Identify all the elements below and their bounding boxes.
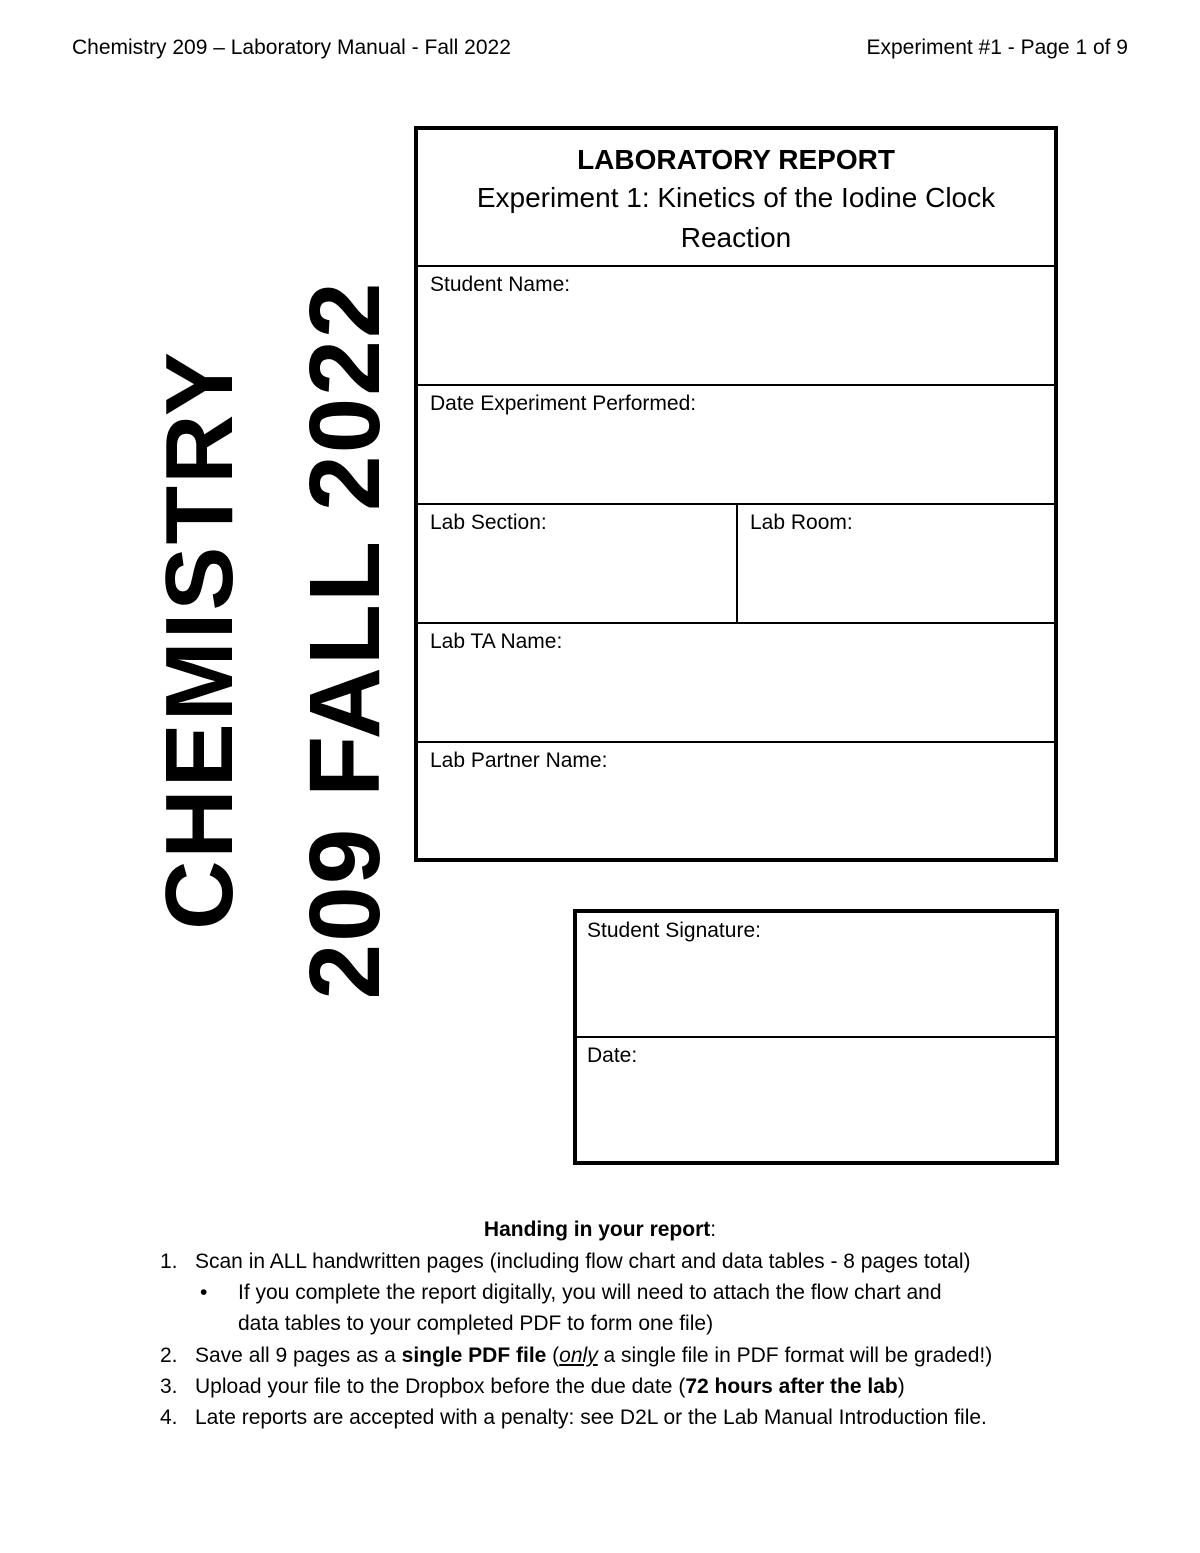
sub-bullet-line-2: data tables to your completed PDF to form one file) xyxy=(238,1312,714,1335)
lab-section-field[interactable] xyxy=(418,505,738,622)
handin-title xyxy=(0,1214,1200,1246)
student-signature-label: Student Signature: xyxy=(587,919,761,942)
text-run: Save all 9 pages as a xyxy=(195,1344,402,1367)
bold-text: 72 hours after the lab xyxy=(685,1375,898,1398)
bold-text: single PDF file xyxy=(401,1344,547,1367)
list-item-text: Scan in ALL handwritten pages (including flow chart and data tables - 8 pages total) xyxy=(195,1250,971,1273)
list-item-text xyxy=(195,1340,992,1371)
text-run: ) xyxy=(897,1375,905,1398)
text-run: a single file in PDF format will be graded!) xyxy=(597,1344,993,1367)
bullet-icon: • xyxy=(200,1281,208,1304)
form-subtitle: Experiment 1: Kinetics of the Iodine Clock Reaction xyxy=(476,182,996,253)
lab-room-field[interactable] xyxy=(738,505,1054,622)
vertical-title-line-1: CHEMISTRY xyxy=(146,350,253,930)
emphasis-text: only xyxy=(559,1344,598,1367)
student-name-label: Student Name: xyxy=(430,273,571,296)
sub-bullet-line-1: If you complete the report digitally, you will need to attach the flow chart and xyxy=(238,1281,942,1304)
lab-room-label: Lab Room: xyxy=(750,511,853,534)
section-room-row xyxy=(418,505,1054,624)
list-item-text: Late reports are accepted with a penalty: see D2L or the Lab Manual Introduction file. xyxy=(195,1406,987,1429)
signature-date-field[interactable] xyxy=(577,1038,1055,1161)
lab-report-form xyxy=(414,126,1058,862)
form-header xyxy=(418,130,1054,267)
list-item-number: 4. xyxy=(160,1406,178,1429)
signature-date-label: Date: xyxy=(587,1044,638,1067)
student-name-field[interactable] xyxy=(418,267,1054,386)
list-item-number: 1. xyxy=(160,1250,178,1273)
lab-partner-field[interactable] xyxy=(418,743,1054,861)
page-header-right: Experiment #1 - Page 1 of 9 xyxy=(866,36,1128,59)
form-title: LABORATORY REPORT xyxy=(577,144,895,175)
lab-section-label: Lab Section: xyxy=(430,511,547,534)
list-item-number: 3. xyxy=(160,1375,178,1398)
text-run: Upload your file to the Dropbox before the due date ( xyxy=(195,1375,686,1398)
date-performed-label: Date Experiment Performed: xyxy=(430,392,697,415)
list-item-number: 2. xyxy=(160,1344,178,1367)
page-header-left: Chemistry 209 – Laboratory Manual - Fall 2022 xyxy=(72,36,511,59)
handin-title-text: Handing in your report xyxy=(483,1218,711,1241)
lab-partner-label: Lab Partner Name: xyxy=(430,749,608,772)
lab-ta-field[interactable] xyxy=(418,624,1054,743)
list-item-text xyxy=(195,1371,905,1402)
date-performed-field[interactable] xyxy=(418,386,1054,505)
handin-title-colon: : xyxy=(710,1218,717,1241)
text-run: ( xyxy=(546,1344,560,1367)
handin-instructions xyxy=(0,1214,1200,1429)
vertical-course-title xyxy=(146,280,401,1005)
lab-ta-label: Lab TA Name: xyxy=(430,630,563,653)
signature-box xyxy=(573,909,1059,1165)
student-signature-field[interactable] xyxy=(577,913,1055,1038)
vertical-title-line-2: 209 FALL 2022 xyxy=(289,280,401,1000)
